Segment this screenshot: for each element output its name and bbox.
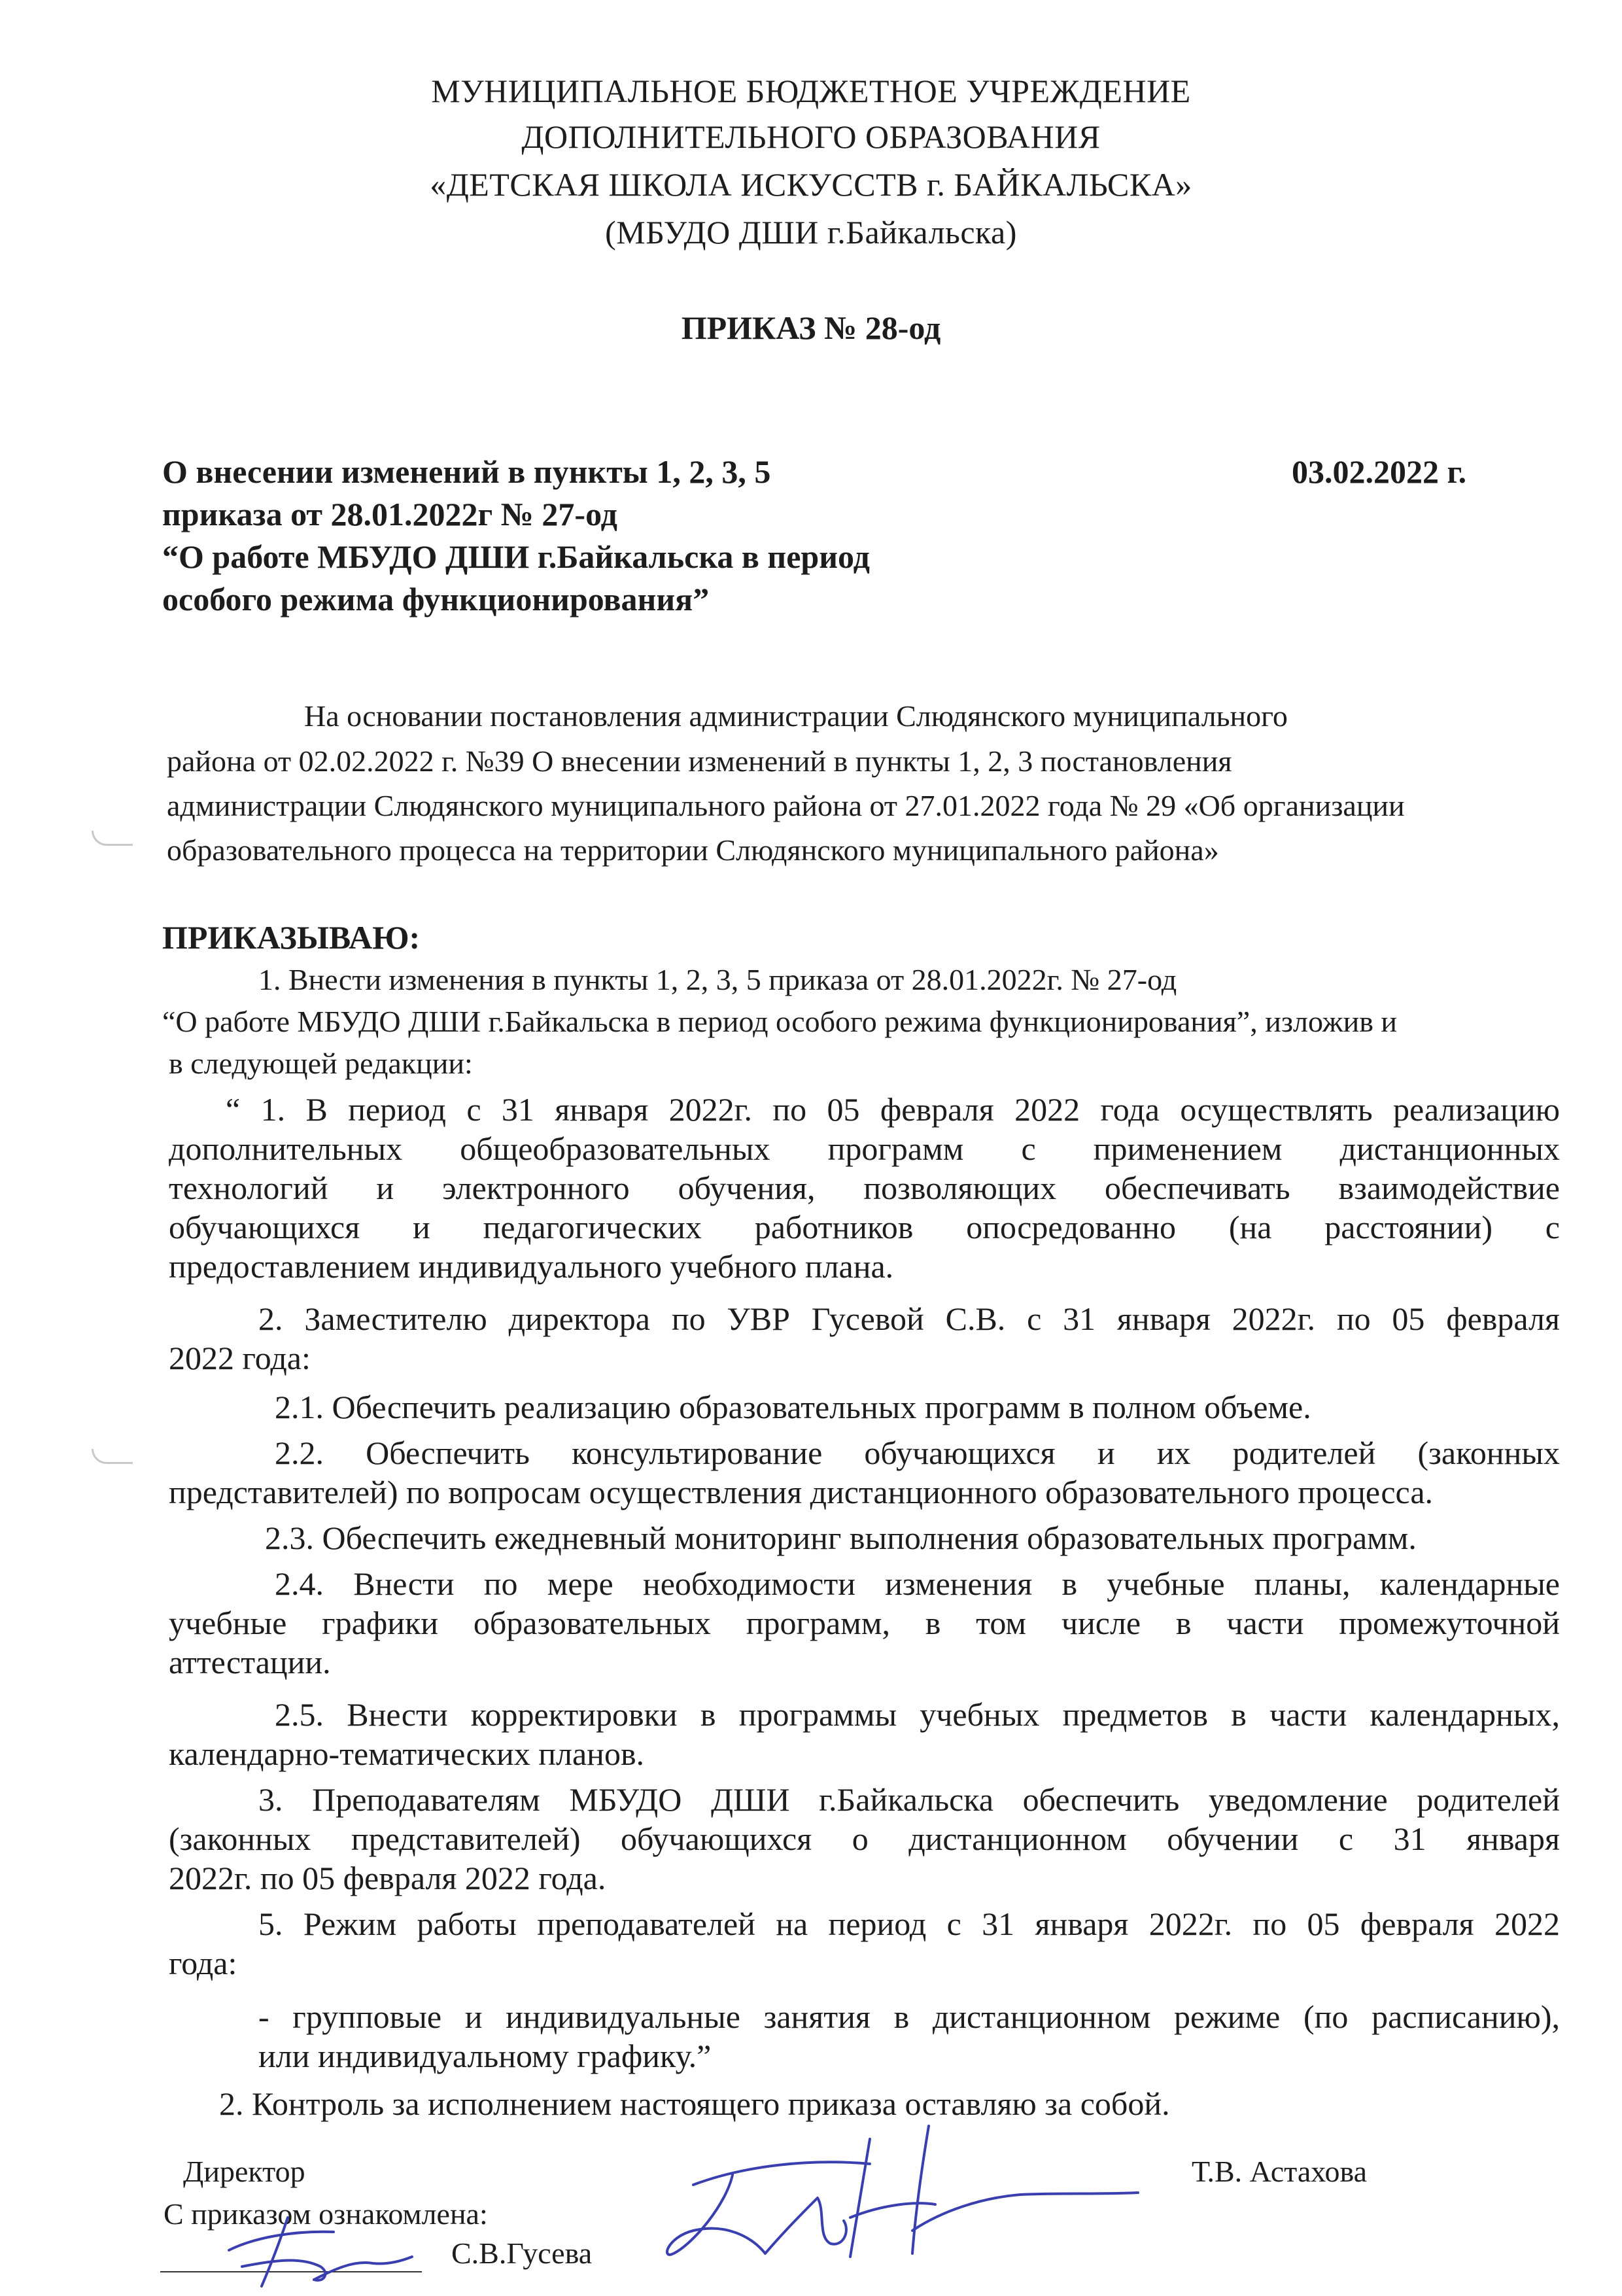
quote-3-line-2: (законных представителей) обучающихся о дистанционном обучении с 31 января (169, 1820, 1560, 1857)
quote-2-4-line-2: учебные графики образовательных программ, в том числе в части промежуточной (169, 1605, 1560, 1641)
item-1-line-1: 1. Внести изменения в пункты 1, 2, 3, 5 приказа от 28.01.2022г. № 27-од (258, 963, 1177, 996)
item-1-line-2: “О работе МБУДО ДШИ г.Байкальска в период особого режима функционирования”, изложив и (162, 1005, 1398, 1038)
institution-line-3: «ДЕТСКАЯ ШКОЛА ИСКУССТВ г. БАЙКАЛЬСКА» (430, 166, 1192, 203)
quote-2-5-line-2: календарно-тематических планов. (169, 1735, 645, 1772)
quote-2-5-line-1: 2.5. Внести корректировки в программы учебных предметов в части календарных, (275, 1696, 1560, 1733)
scan-artifact (92, 831, 133, 846)
quote-2-4-line-1: 2.4. Внести по мере необходимости изменения в учебные планы, календарные (275, 1565, 1560, 1602)
acknowledger-name: С.В.Гусева (451, 2236, 593, 2270)
item-2: 2. Контроль за исполнением настоящего приказа оставляю за собой. (219, 2085, 1170, 2122)
basis-line-3: администрации Слюдянского муниципального района от 27.01.2022 года № 29 «Об организации (167, 789, 1405, 822)
item-1-line-3: в следующей редакции: (169, 1047, 473, 1080)
quote-2-2-line-1: 2.2. Обеспечить консультирование обучающихся и их родителей (законных (275, 1435, 1560, 1471)
basis-line-1: На основании постановления администрации Слюдянского муниципального (304, 699, 1288, 733)
quote-2-1: 2.1. Обеспечить реализацию образовательных программ в полном объеме. (275, 1389, 1311, 1425)
quote-5-line-1: 5. Режим работы преподавателей на период с 31 января 2022г. по 05 февраля 2022 (258, 1905, 1560, 1942)
acknowledgement-label: С приказом ознакомлена: (164, 2197, 488, 2231)
basis-line-4: образовательного процесса на территории Слюдянского муниципального района» (167, 833, 1219, 867)
quote-2-4-line-3: аттестации. (169, 1644, 331, 1680)
order-word: ПРИКАЗЫВАЮ: (162, 919, 421, 956)
quote-2-3: 2.3. Обеспечить ежедневный мониторинг выполнения образовательных программ. (265, 1520, 1417, 1556)
quote-2-line-2: 2022 года: (169, 1340, 311, 1376)
acknowledger-signature (216, 2204, 425, 2296)
quote-1-line-5: предоставлением индивидуального учебного плана. (169, 1248, 894, 1285)
quote-1-line-1: “ 1. В период с 31 января 2022г. по 05 февраля 2022 года осуществлять реализацию (226, 1091, 1560, 1128)
order-date: 03.02.2022 г. (1292, 453, 1467, 490)
quote-1-line-2: дополнительных общеобразовательных программ с применением дистанционных (169, 1130, 1560, 1167)
institution-line-2: ДОПОЛНИТЕЛЬНОГО ОБРАЗОВАНИЯ (521, 118, 1101, 155)
quote-1-line-4: обучающихся и педагогических работников опосредованно (на расстоянии) с (169, 1209, 1560, 1245)
director-label: Директор (183, 2155, 305, 2188)
institution-short-name: (МБУДО ДШИ г.Байкальска) (605, 214, 1017, 251)
order-title: ПРИКАЗ № 28-од (681, 309, 941, 346)
scan-artifact (92, 1449, 133, 1464)
subject-line-2: приказа от 28.01.2022г № 27-од (162, 496, 617, 532)
subject-line-3: “О работе МБУДО ДШИ г.Байкальска в период (162, 538, 870, 575)
basis-line-2: района от 02.02.2022 г. №39 О внесении изменений в пункты 1, 2, 3 постановления (167, 744, 1232, 778)
quote-5-line-2: года: (169, 1945, 237, 1981)
subject-line-1: О внесении изменений в пункты 1, 2, 3, 5 (162, 453, 771, 490)
director-name: Т.В. Астахова (1192, 2155, 1368, 2188)
institution-line-1: МУНИЦИПАЛЬНОЕ БЮДЖЕТНОЕ УЧРЕЖДЕНИЕ (431, 73, 1191, 109)
quote-5-dash-line-2: или индивидуальному графику.” (258, 2038, 712, 2074)
subject-line-4: особого режима функционирования” (162, 581, 710, 617)
quote-2-line-1: 2. Заместителю директора по УВР Гусевой С.В. с 31 января 2022г. по 05 февраля (258, 1300, 1560, 1337)
quote-2-2-line-2: представителей) по вопросам осуществления дистанционного образовательного процесса. (169, 1474, 1434, 1510)
quote-3-line-1: 3. Преподавателям МБУДО ДШИ г.Байкальска обеспечить уведомление родителей (258, 1781, 1560, 1818)
quote-5-dash-line-1: - групповые и индивидуальные занятия в дистанционном режиме (по расписанию), (258, 1998, 1560, 2035)
quote-3-line-3: 2022г. по 05 февраля 2022 года. (169, 1860, 606, 1896)
quote-1-line-3: технологий и электронного обучения, позволяющих обеспечивать взаимодействие (169, 1170, 1560, 1206)
director-signature (654, 2113, 1151, 2283)
